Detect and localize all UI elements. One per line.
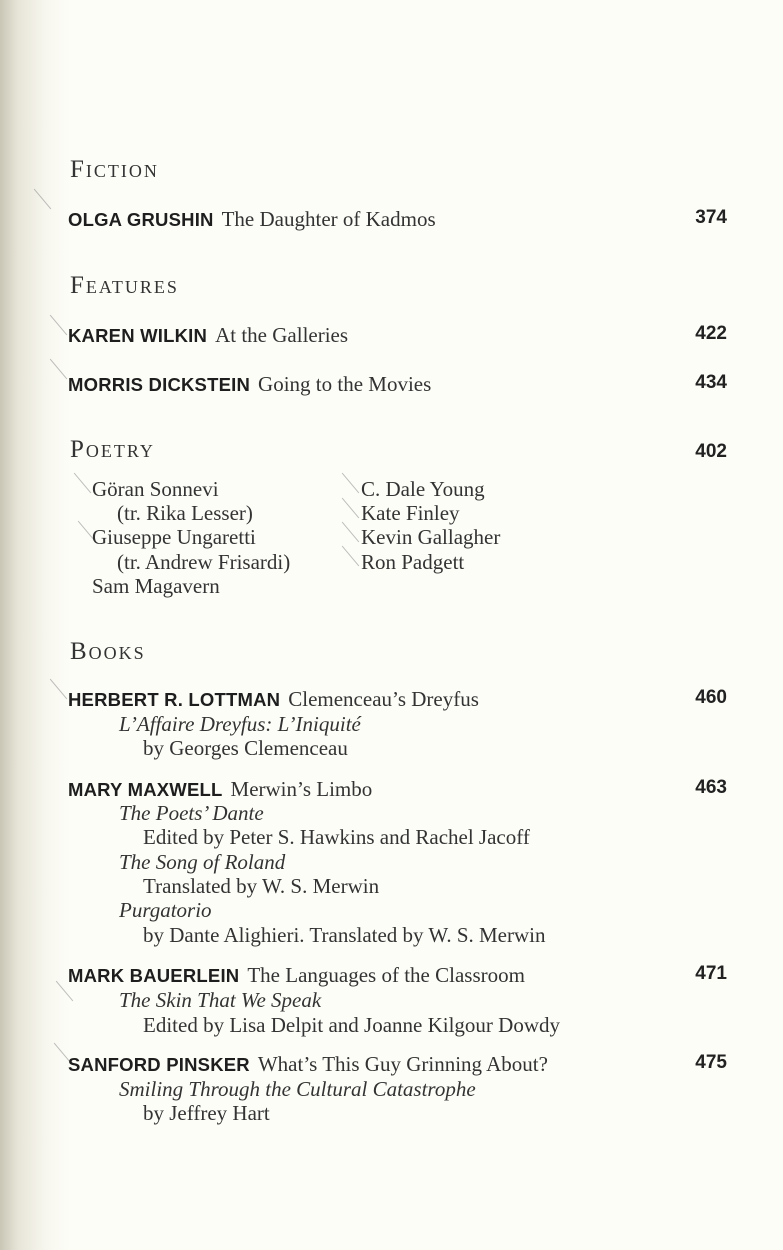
entry-title: At the Galleries bbox=[215, 323, 349, 347]
pencil-check-mark bbox=[342, 522, 359, 543]
toc-entry[interactable] bbox=[68, 963, 727, 991]
entry-page-number: 422 bbox=[695, 323, 727, 344]
reviewed-book-title: Purgatorio bbox=[119, 898, 212, 922]
entry-title: Going to the Movies bbox=[258, 372, 432, 396]
entry-page-number: 434 bbox=[695, 372, 727, 393]
pencil-check-mark bbox=[342, 546, 359, 567]
toc-entry[interactable] bbox=[68, 372, 727, 400]
section-heading-poetry: Poetry bbox=[70, 436, 155, 463]
entry-author: HERBERT R. LOTTMAN bbox=[68, 689, 281, 710]
section-heading-features: Features bbox=[70, 272, 179, 299]
poet-name: Giuseppe Ungaretti bbox=[92, 525, 256, 549]
poetry-page-number: 402 bbox=[695, 441, 727, 462]
entry-author: MARK BAUERLEIN bbox=[68, 965, 240, 986]
entry-author: MARY MAXWELL bbox=[68, 779, 223, 800]
pencil-check-mark bbox=[342, 498, 359, 519]
reviewed-book-credit: by Dante Alighieri. Translated by W. S. Merwin bbox=[143, 923, 546, 947]
reviewed-book-title: The Poets’ Dante bbox=[119, 801, 264, 825]
toc-entry[interactable] bbox=[68, 323, 727, 351]
poet-name: Göran Sonnevi bbox=[92, 477, 219, 501]
entry-title: Clemenceau’s Dreyfus bbox=[288, 687, 479, 711]
section-heading-fiction: Fiction bbox=[70, 156, 159, 183]
poet-name: Kate Finley bbox=[361, 501, 460, 525]
translator-credit: (tr. Rika Lesser) bbox=[117, 501, 253, 525]
reviewed-book-title: The Skin That We Speak bbox=[119, 988, 322, 1012]
reviewed-book-credit: Translated by W. S. Merwin bbox=[143, 874, 380, 898]
pencil-check-mark bbox=[50, 315, 67, 336]
entry-page-number: 374 bbox=[695, 207, 727, 228]
poet-name: Sam Magavern bbox=[92, 574, 220, 598]
poet-name: Kevin Gallagher bbox=[361, 525, 501, 549]
entry-author: KAREN WILKIN bbox=[68, 325, 208, 346]
reviewed-book-title: The Song of Roland bbox=[119, 850, 286, 874]
entry-title: The Languages of the Classroom bbox=[247, 963, 525, 987]
entry-page-number: 471 bbox=[695, 963, 727, 984]
poet-name: C. Dale Young bbox=[361, 477, 485, 501]
poet-name: Ron Padgett bbox=[361, 550, 465, 574]
reviewed-book-credit: Edited by Peter S. Hawkins and Rachel Jacoff bbox=[143, 825, 530, 849]
reviewed-book-credit: by Jeffrey Hart bbox=[143, 1101, 270, 1125]
entry-title: What’s This Guy Grinning About? bbox=[257, 1052, 548, 1076]
entry-page-number: 463 bbox=[695, 777, 727, 798]
entry-author: OLGA GRUSHIN bbox=[68, 209, 214, 230]
reviewed-book-credit: by Georges Clemenceau bbox=[143, 736, 348, 760]
entry-page-number: 475 bbox=[695, 1052, 727, 1073]
entry-title: The Daughter of Kadmos bbox=[221, 207, 436, 231]
section-heading-books: Books bbox=[70, 638, 146, 665]
reviewed-book-title: Smiling Through the Cultural Catastrophe bbox=[119, 1077, 476, 1101]
reviewed-book-credit: Edited by Lisa Delpit and Joanne Kilgour Dowdy bbox=[143, 1013, 561, 1037]
entry-title: Merwin’s Limbo bbox=[230, 777, 373, 801]
pencil-check-mark bbox=[342, 473, 359, 494]
entry-author: MORRIS DICKSTEIN bbox=[68, 374, 251, 395]
translator-credit: (tr. Andrew Frisardi) bbox=[117, 550, 291, 574]
entry-page-number: 460 bbox=[695, 687, 727, 708]
toc-entry[interactable] bbox=[68, 1052, 727, 1080]
pencil-check-mark bbox=[50, 359, 67, 380]
pencil-check-mark bbox=[74, 473, 91, 494]
entry-author: SANFORD PINSKER bbox=[68, 1054, 250, 1075]
reviewed-book-title: L’Affaire Dreyfus: L’Iniquité bbox=[119, 712, 361, 736]
pencil-check-mark bbox=[34, 189, 51, 210]
toc-entry[interactable] bbox=[68, 207, 727, 235]
pencil-check-mark bbox=[50, 679, 67, 700]
toc-entry[interactable] bbox=[68, 687, 727, 715]
